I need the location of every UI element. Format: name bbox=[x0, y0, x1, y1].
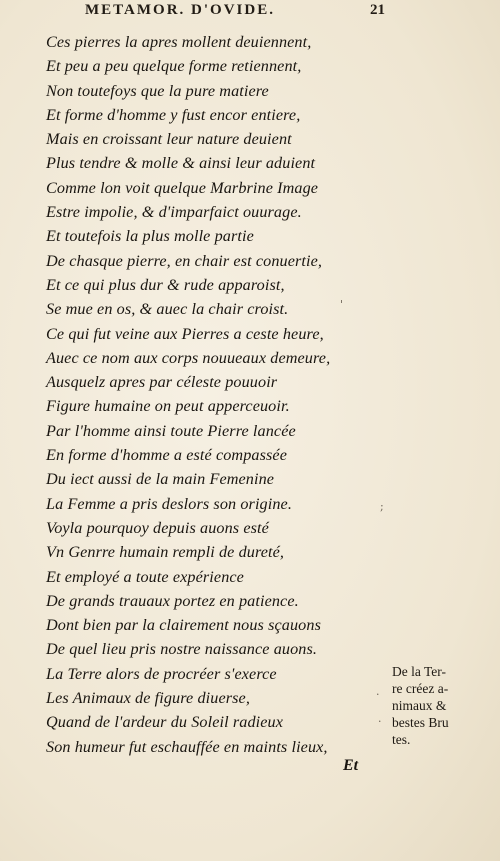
marginal-note-line: nimaux & bbox=[392, 698, 447, 713]
verse-line: Du iect aussi de la main Femenine bbox=[46, 470, 275, 489]
catchword: Et bbox=[343, 757, 359, 774]
verse-line: De quel lieu pris nostre naissance auons. bbox=[46, 640, 318, 659]
marginal-note-line: De la Ter- bbox=[392, 664, 447, 679]
verse-line: Auec ce nom aux corps nouueaux demeure, bbox=[46, 348, 331, 367]
marginal-note-line: re créez a- bbox=[392, 681, 449, 696]
verse-line: Ces pierres la apres mollent deuiennent, bbox=[46, 33, 312, 51]
verse-line: Voyla pourquoy depuis auons esté bbox=[46, 518, 269, 537]
verse-line: Non toutefoys que la pure matiere bbox=[46, 81, 269, 100]
verse-line: Et employé a toute expérience bbox=[46, 567, 244, 586]
verse-line: La Femme a pris deslors son origine. bbox=[46, 494, 292, 513]
verse-line: La Terre alors de procréer s'exerce bbox=[46, 664, 277, 683]
verse-block bbox=[46, 30, 366, 759]
verse-line: Ausquelz apres par céleste pouuoir bbox=[46, 373, 278, 392]
verse-line: Vn Genrre humain rempli de dureté, bbox=[46, 543, 285, 562]
verse-line: Se mue en os, & auec la chair croist. bbox=[46, 300, 289, 319]
verse-line: Quand de l'ardeur du Soleil radieux bbox=[46, 713, 284, 732]
ink-speck: · bbox=[378, 715, 382, 728]
marginal-note-line: tes. bbox=[392, 732, 411, 747]
verse-line: Plus tendre & molle & ainsi leur aduient bbox=[46, 154, 316, 173]
verse-line: Mais en croissant leur nature deuient bbox=[46, 130, 292, 149]
verse-line: Et forme d'homme y fust encor entiere, bbox=[46, 105, 301, 124]
verse-line: Et peu a peu quelque forme retiennent, bbox=[46, 57, 302, 76]
ink-speck: ; bbox=[380, 500, 384, 513]
verse-line: Estre impolie, & d'imparfaict ouurage. bbox=[46, 203, 302, 222]
running-title: METAMOR. D'OVIDE. bbox=[85, 2, 275, 18]
marginal-note bbox=[392, 663, 476, 748]
page-number: 21 bbox=[370, 2, 385, 18]
verse-line: Par l'homme ainsi toute Pierre lancée bbox=[46, 421, 296, 440]
verse-line: Son humeur fut eschauffée en maints lieux, bbox=[46, 737, 328, 756]
verse-line: Figure humaine on peut apperceuoir. bbox=[46, 397, 290, 416]
ink-speck: ' bbox=[340, 298, 344, 311]
verse-line: Et ce qui plus dur & rude apparoist, bbox=[46, 275, 285, 294]
verse-line: En forme d'homme a esté compassée bbox=[46, 446, 287, 465]
ink-speck: · bbox=[376, 688, 380, 701]
verse-line: Dont bien par la clairement nous sçauons bbox=[46, 616, 321, 635]
verse-line: Comme lon voit quelque Marbrine Image bbox=[46, 178, 319, 197]
verse-line: De chasque pierre, en chair est conuertie, bbox=[46, 251, 323, 270]
verse-line: Les Animaux de figure diuerse, bbox=[46, 689, 250, 708]
verse-line: De grands trauaux portez en patience. bbox=[46, 591, 299, 610]
marginal-note-line: bestes Bru bbox=[392, 715, 449, 730]
verse-line: Et toutefois la plus molle partie bbox=[46, 227, 254, 246]
verse-line: Ce qui fut veine aux Pierres a ceste heure, bbox=[46, 324, 324, 343]
